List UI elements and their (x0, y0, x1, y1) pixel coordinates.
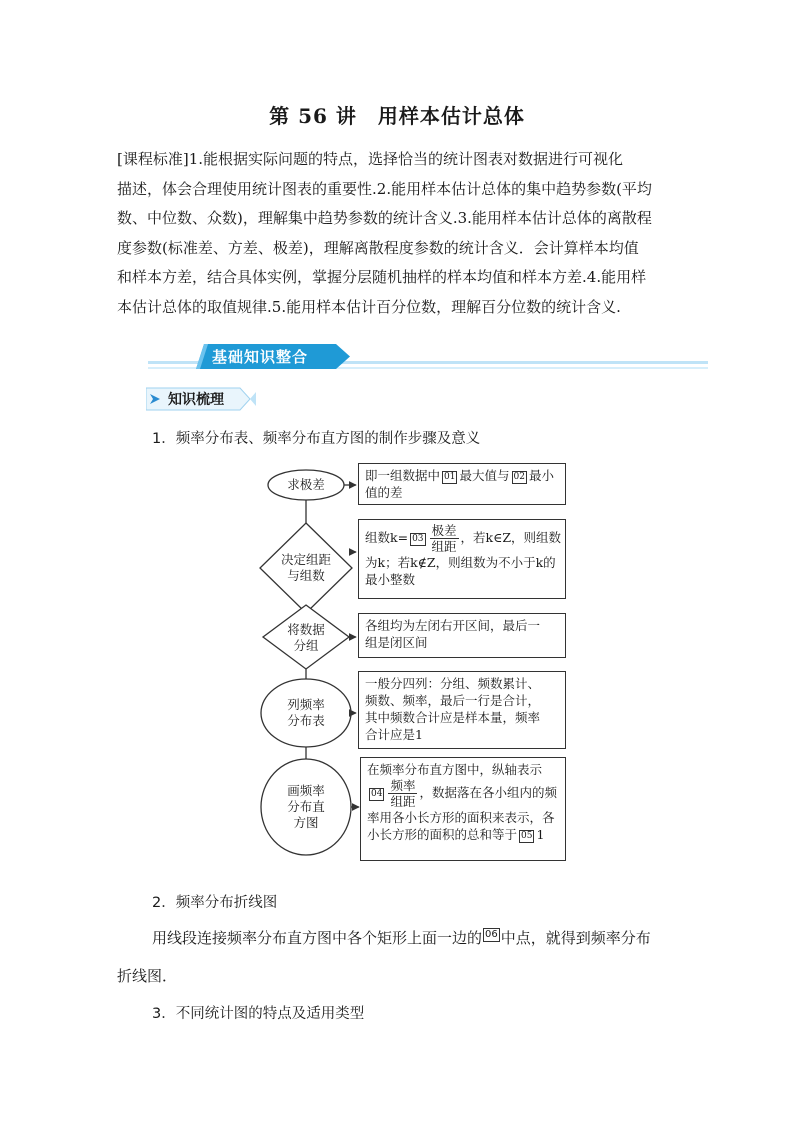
blank-number-badge: 05 (521, 831, 533, 841)
histogram-box: 在频率分布直方图中，纵轴表示 04 $\frac{\text{频率}}{\text{组距}}$ ，数据落在各小组内的频 率用各小长方形的面积来表示，各 小长方形的面积的总和等于 05 1 (360, 757, 566, 861)
heading-frequency-table: 1．频率分布表、频率分布直方图的制作步骤及意义 (152, 431, 481, 447)
step-range-label: 求极差 (287, 477, 325, 492)
step-split-label: 将数据 分组 (287, 622, 325, 653)
blank-number-badge: 04 (371, 789, 383, 799)
frequency-polygon-paragraph: 用线段连接频率分布直方图中各个矩形上面一边的 06 中点，就得到频率分布 (152, 929, 651, 947)
page-title: 第 56 讲 用样本估计总体 (269, 104, 525, 128)
knowledge-tag-title: 知识梳理 (168, 392, 224, 408)
intro-line: 度参数(标准差、方差、极差)，理解离散程度参数的统计含义．会计算样本均值 (117, 238, 639, 257)
step-histogram-label: 画频率 分布直 方图 (287, 783, 325, 830)
step-grouping-label: 决定组距 与组数 (280, 552, 331, 583)
intro-line: 本估计总体的取值规律.5.能用样本估计百分位数，理解百分位数的统计含义. (117, 297, 621, 316)
intro-line: [课程标准]1.能根据实际问题的特点，选择恰当的统计图表对数据进行可视化 (117, 150, 624, 168)
flowchart (250, 455, 580, 875)
course-standard-paragraph (117, 145, 677, 322)
blank-number-badge: 06 (485, 929, 498, 940)
intro-line: 和样本方差，结合具体实例，掌握分层随机抽样的样本均值和样本方差.4.能用样 (117, 268, 647, 286)
fraction: $\frac{\text{频率}}{\text{组距}}$ (390, 778, 416, 809)
blank-number-badge: 01 (444, 472, 456, 482)
group-count-box: 组数k= 03 $\frac{\text{极差}}{\text{组距}}$ ，若k∈Z，则组数 为k；若k∉Z，则组数为不小于k的 最小整数 (358, 519, 566, 599)
intro-line: 描述，体会合理使用统计图表的重要性.2.能用样本估计总体的集中趋势参数(平均 (117, 179, 652, 198)
frequency-table-box: 一般分四列：分组、频数累计、 频数、频率，最后一行是合计， 其中频数合计应是样本量，频率 合计应是1 (358, 671, 566, 749)
fraction: $\frac{\text{极差}}{\text{组距}}$ (431, 523, 457, 554)
blank-number-badge: 03 (412, 534, 424, 544)
blank-number-badge: 02 (513, 472, 525, 482)
frequency-polygon-paragraph-cont: 折线图． (117, 967, 178, 985)
range-definition-box: 即一组数据中 01 最大值与 02 最小 值的差 (358, 463, 566, 505)
intro-line: 数、中位数、众数)，理解集中趋势参数的统计含义.3.能用样本估计总体的离散程 (117, 209, 652, 227)
heading-chart-types: 3．不同统计图的特点及适用类型 (152, 1006, 365, 1022)
section-banner-title: 基础知识整合 (212, 348, 309, 366)
step-table-label: 列频率 分布表 (287, 697, 325, 728)
heading-frequency-polygon: 2．频率分布折线图 (152, 895, 278, 911)
grouping-rule-box: 各组均为左闭右开区间，最后一 组是闭区间 (358, 613, 566, 658)
